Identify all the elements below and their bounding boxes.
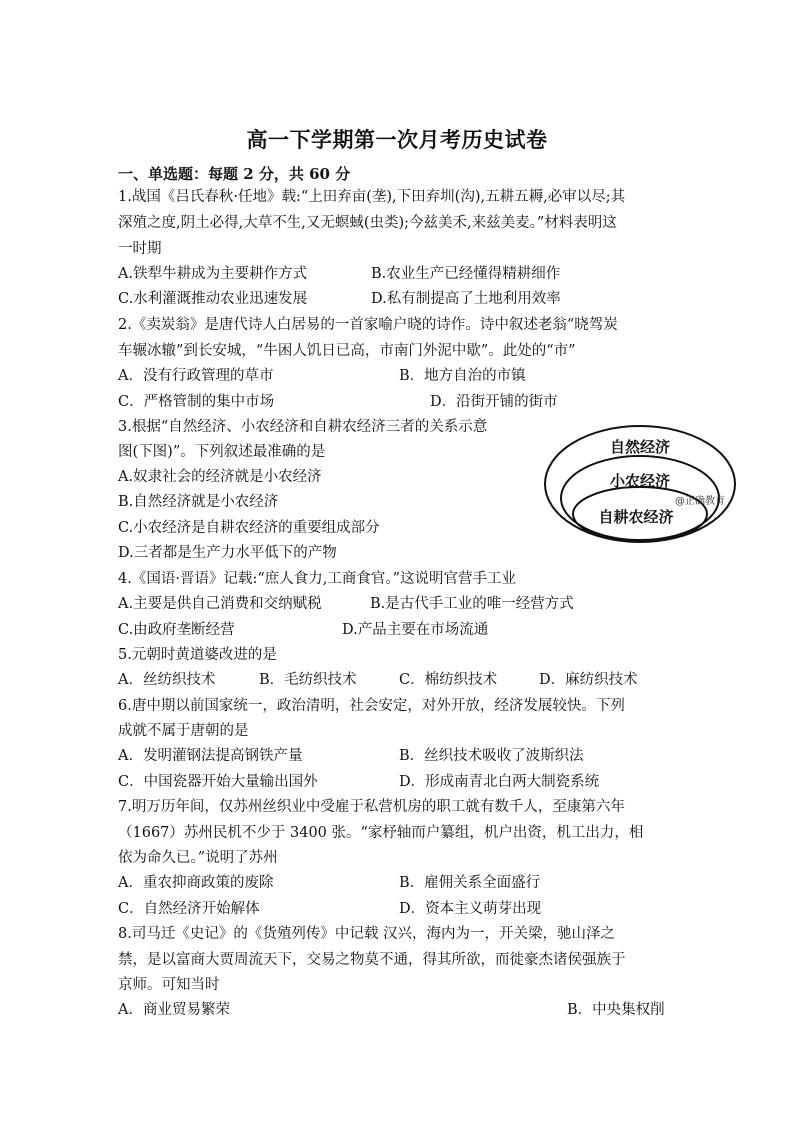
watermark: @正确教育: [675, 496, 725, 507]
section-heading: 一、单选题：每题 2 分，共 60 分: [118, 165, 351, 183]
q5-option-a: A．丝纺织技术: [118, 672, 216, 688]
q4-option-b: B.是古代手工业的唯一经营方式: [370, 596, 574, 612]
q2-stem-line: 车辗冰辙”到长安城，“牛困人饥日已高，市南门外泥中歇”。此处的“市”: [118, 343, 576, 359]
q7-option-a: A．重农抑商政策的废除: [118, 875, 274, 891]
q3-option-d: D.三者都是生产力水平低下的产物: [118, 545, 337, 561]
q1-option-d: D.私有制提高了土地利用效率: [371, 291, 561, 307]
q5-option-c: C．棉纺织技术: [399, 672, 498, 688]
q7-stem-line: 7.明万历年间，仅苏州丝织业中受雇于私营机房的职工就有数千人，至康第六年: [118, 799, 625, 815]
q4-option-c: C.由政府垄断经营: [118, 622, 235, 638]
q7-option-b: B．雇佣关系全面盛行: [399, 875, 541, 891]
q6-option-d: D．形成南青北白两大制瓷系统: [399, 774, 600, 790]
q3-stem-line: 3.根据“自然经济、小农经济和自耕农经济三者的关系示意: [118, 419, 488, 435]
q3-option-b: B.自然经济就是小农经济: [118, 494, 279, 510]
q8-stem-line: 京师。可知当时: [118, 977, 220, 993]
q6-option-a: A．发明灌钢法提高钢铁产量: [118, 748, 303, 764]
q2-option-c: C．严格管制的集中市场: [118, 394, 275, 410]
q2-option-a: A．没有行政管理的草市: [118, 368, 274, 384]
q3-stem-line: 图(下图)”。下列叙述最准确的是: [118, 444, 326, 460]
q2-option-d: D．沿街开铺的街市: [430, 394, 558, 410]
page-title: 高一下学期第一次月考历史试卷: [246, 127, 548, 152]
outer-circle-label: 自然经济: [609, 438, 671, 456]
q7-option-d: D．资本主义萌芽出现: [399, 901, 542, 917]
q1-stem-line: 一时期: [118, 241, 162, 257]
q7-option-c: C．自然经济开始解体: [118, 901, 260, 917]
q8-stem-line: 禁，是以富商大贾周流天下，交易之物莫不通，得其所欲，而徙豪杰诸侯强族于: [118, 952, 626, 968]
inner-circle-label: 自耕农经济: [598, 508, 674, 526]
q1-option-a: A.铁犁牛耕成为主要耕作方式: [118, 266, 308, 282]
q7-stem-line: 依为命久已。”说明了苏州: [118, 850, 278, 866]
middle-circle-label: 小农经济: [609, 472, 671, 490]
q1-option-c: C.水利灌溉推动农业迅速发展: [118, 291, 308, 307]
q6-option-b: B．丝织技术吸收了波斯织法: [399, 748, 584, 764]
q4-option-a: A.主要是供自己消费和交纳赋税: [118, 596, 322, 612]
q8-option-a: A．商业贸易繁荣: [118, 1002, 230, 1018]
q3-option-c: C.小农经济是自耕农经济的重要组成部分: [118, 520, 380, 536]
q4-stem: 4.《国语·晋语》记载:“庶人食力,工商食官。”这说明官营手工业: [118, 571, 517, 587]
q2-stem-line: 2.《卖炭翁》是唐代诗人白居易的一首家喻户晓的诗作。诗中叙述老翁“晓驾炭: [118, 317, 618, 333]
q5-stem: 5.元朝时黄道婆改进的是: [118, 647, 277, 663]
economy-relationship-diagram: [543, 418, 738, 544]
q6-stem-line: 6.唐中期以前国家统一，政治清明，社会安定，对外开放，经济发展较快。下列: [118, 698, 625, 714]
q8-option-b: B．中央集权削: [567, 1002, 665, 1018]
q6-stem-line: 成就不属于唐朝的是: [118, 723, 249, 739]
q4-option-d: D.产品主要在市场流通: [342, 622, 489, 638]
q5-option-b: B．毛纺织技术: [259, 672, 357, 688]
q3-option-a: A.奴隶社会的经济就是小农经济: [118, 469, 322, 485]
q2-option-b: B．地方自治的市镇: [399, 368, 526, 384]
q1-stem-line: 深殖之度,阴土必得,大草不生,又无螟蜮(虫类);今兹美禾,来兹美麦。”材料表明这: [118, 215, 617, 231]
q6-option-c: C．中国瓷器开始大量输出国外: [118, 774, 318, 790]
q5-option-d: D．麻纺织技术: [539, 672, 638, 688]
q1-stem-line: 1.战国《吕氏春秋·任地》载:“上田弃亩(垄),下田弃圳(沟),五耕五耨,必审以尽;其: [118, 189, 626, 205]
q7-stem-line: （1667）苏州民机不少于 3400 张。“家杼轴而户纂组，机户出资，机工出力，相: [118, 825, 644, 841]
q8-stem-line: 8.司马迁《史记》的《货殖列传》中记载 汉兴，海内为一，开关梁，驰山泽之: [118, 926, 615, 942]
q1-option-b: B.农业生产已经懂得精耕细作: [371, 266, 561, 282]
